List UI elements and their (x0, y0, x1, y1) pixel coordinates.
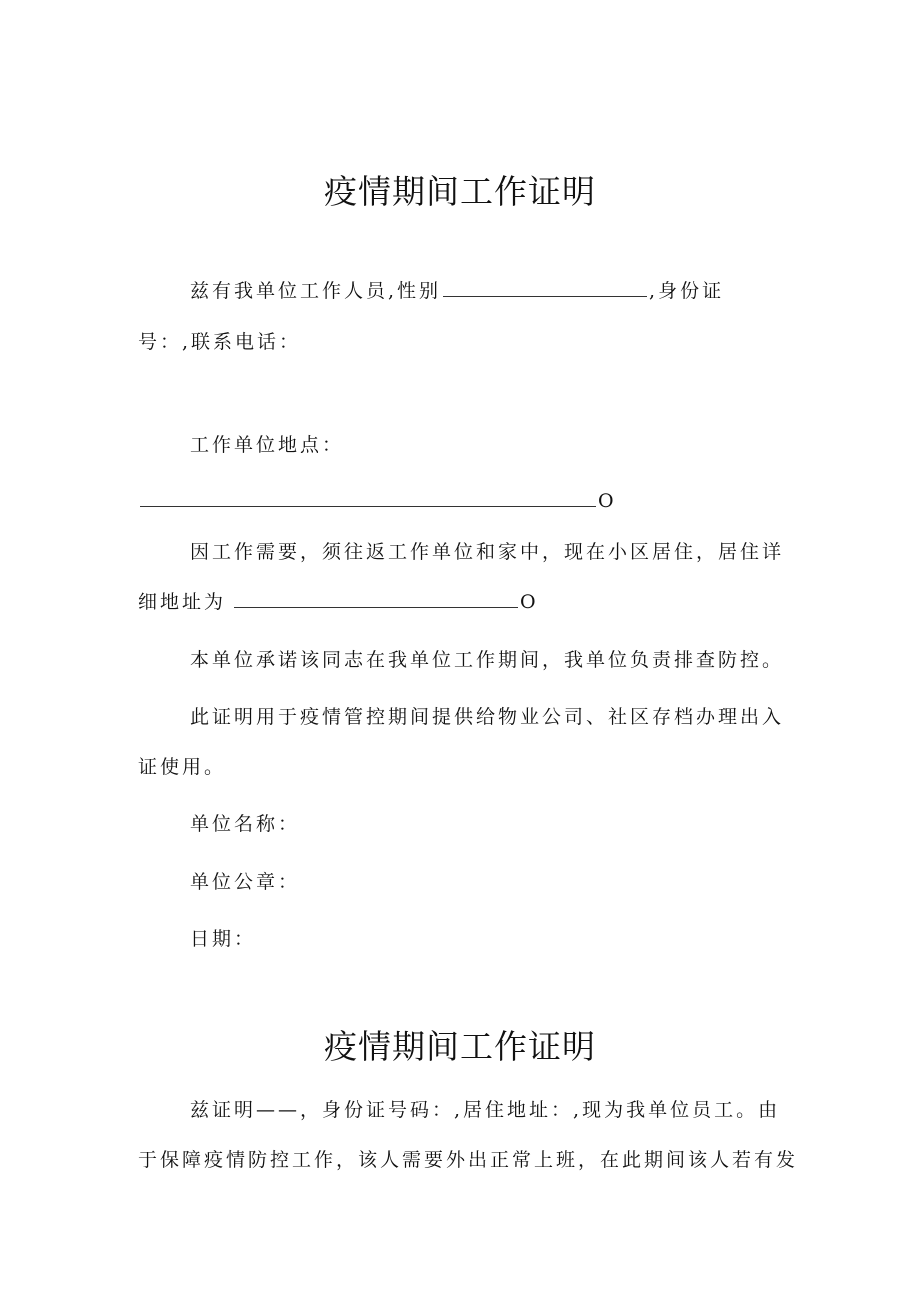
page-title: 疫情期间工作证明 (324, 172, 596, 211)
second-page-title: 疫情期间工作证明 (324, 1027, 596, 1066)
paragraph-line: 兹证明——，身份证号码：,居住地址：,现为我单位员工。由 (190, 1099, 781, 1121)
address-end-mark: O (598, 490, 617, 512)
work-address-label: 工作单位地点： (190, 434, 345, 456)
paragraph-line (140, 489, 617, 513)
unit-seal-label: 单位公章： (190, 871, 301, 893)
home-address-blank[interactable] (234, 590, 518, 608)
unit-name-label: 单位名称： (190, 813, 301, 835)
work-address-blank[interactable] (140, 489, 596, 507)
paragraph-line: 此证明用于疫情管控期间提供给物业公司、社区存档办理出入 (190, 706, 785, 728)
paragraph-line (190, 279, 724, 303)
paragraph-line: 于保障疫情防控工作，该人需要外出正常上班，在此期间该人若有发 (138, 1149, 799, 1171)
id-label-text: ,身份证 (649, 280, 725, 302)
paragraph-line: 证使用。 (138, 756, 227, 778)
gender-blank[interactable] (443, 279, 647, 297)
paragraph-line (138, 590, 539, 614)
date-label: 日期： (190, 928, 257, 950)
paragraph-line: 本单位承诺该同志在我单位工作期间，我单位负责排查防控。 (190, 649, 785, 671)
home-address-end-mark: O (520, 591, 539, 613)
paragraph-line: 因工作需要，须往返工作单位和家中，现在小区居住，居住详 (190, 541, 785, 563)
home-address-label: 细地址为 (138, 591, 227, 613)
paragraph-line: 号：,联系电话： (138, 331, 302, 353)
intro-text: 兹有我单位工作人员,性别 (190, 280, 442, 302)
